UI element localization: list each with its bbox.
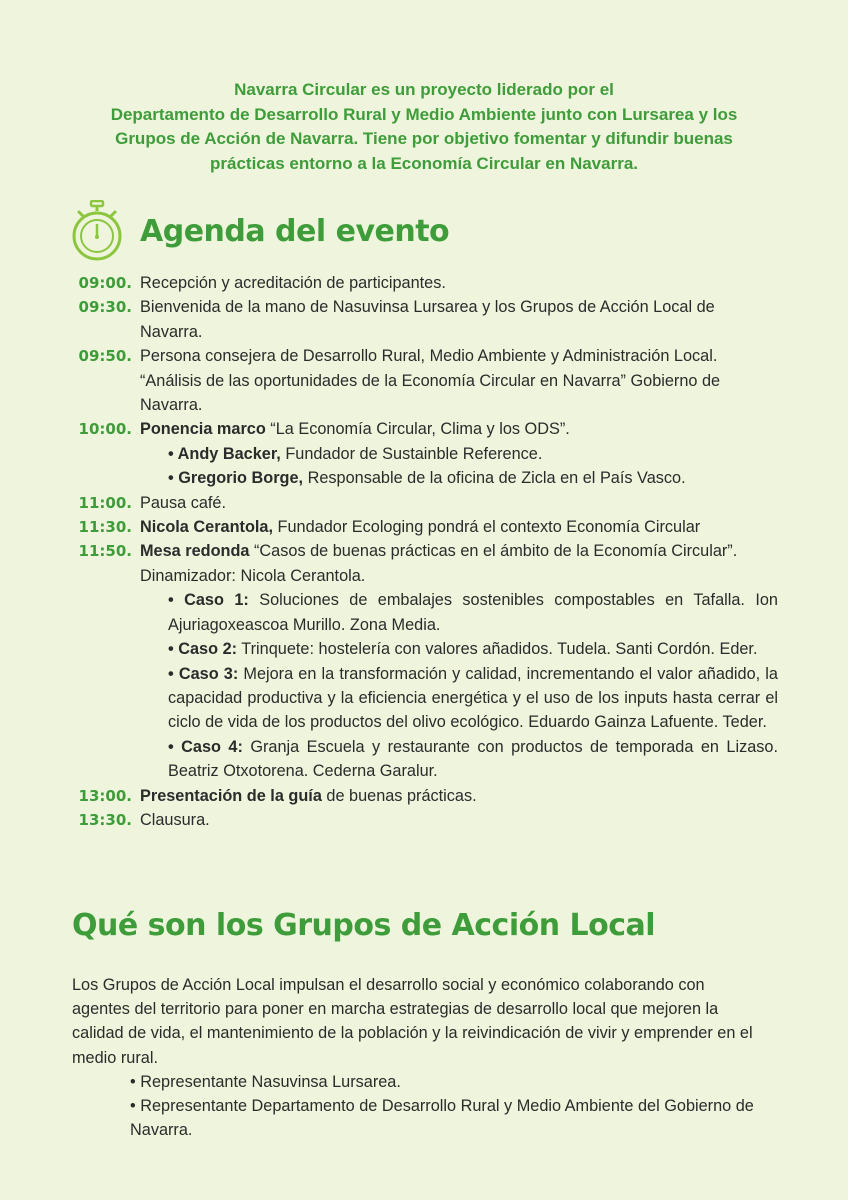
agenda-description: [140, 417, 778, 441]
agenda-time: 10:00.: [78, 420, 132, 439]
agenda-sub-text: Soluciones de embalajes sostenibles compostables en Tafalla. Ion Ajuriagoxeascoa Murillo. Zona Media.: [168, 591, 778, 634]
agenda-sub-item: [140, 466, 778, 490]
agenda-description: [140, 808, 778, 832]
agenda-sub-item: [140, 588, 778, 637]
agenda-row: [72, 539, 778, 588]
agenda-time: 09:30.: [78, 298, 132, 317]
agenda-sub-bold: Caso 2:: [178, 640, 238, 659]
agenda-time: 09:00.: [78, 274, 132, 292]
agenda-bold: Presentación de la guía: [140, 786, 322, 805]
agenda-sub-bold: Caso 1:: [184, 591, 249, 610]
agenda-row: [72, 295, 778, 344]
agenda-text: Recepción y acreditación de participantes.: [140, 274, 446, 292]
agenda-sub-text: Trinquete: hostelería con valores añadidos. Tudela. Santi Cordón. Eder.: [237, 640, 758, 659]
agenda-description: [140, 735, 778, 784]
agenda-description: [140, 588, 778, 637]
agenda-description: [140, 539, 778, 588]
agenda-time: [72, 442, 132, 466]
agenda-time: [72, 588, 132, 637]
intro-text: [60, 78, 788, 176]
agenda-sub-bold: Andy Backer,: [177, 444, 281, 463]
agenda-bold: Ponencia marco: [140, 420, 266, 439]
agenda-sub-bold: Caso 3:: [178, 664, 239, 683]
agenda-sub-bold: Gregorio Borge,: [178, 469, 304, 488]
agenda-time: 09:50.: [78, 347, 132, 366]
list-item: • Representante Nasuvinsa Lursarea.: [130, 1072, 401, 1091]
agenda-description: [140, 295, 778, 344]
agenda-row: [72, 417, 778, 441]
bullet: •: [168, 591, 185, 610]
agenda-sub-item: [140, 662, 778, 735]
agenda-description: [140, 442, 778, 466]
agenda-row: [72, 491, 778, 515]
agenda-text: “Casos de buenas prácticas en el ámbito de la Economía Circular”. Dinamizador: Nicola Cerantola.: [140, 542, 738, 585]
agenda-time: [72, 637, 132, 661]
bullet: •: [168, 664, 179, 683]
agenda-bold: Mesa redonda: [140, 542, 250, 561]
agenda-row: [72, 442, 778, 466]
agenda-description: [140, 271, 778, 295]
agenda-row: [72, 588, 778, 637]
agenda-sub-item: [140, 735, 778, 784]
agenda-row: [72, 637, 778, 661]
agenda-description: [140, 784, 778, 808]
agenda-description: [140, 515, 778, 539]
agenda-bold: Nicola Cerantola,: [140, 518, 274, 537]
agenda-time: 13:30.: [78, 810, 132, 829]
agenda-row: [72, 344, 778, 417]
agenda-row: [72, 271, 778, 295]
bullet: •: [168, 469, 179, 488]
groups-list: [72, 1070, 762, 1143]
stopwatch-icon: [72, 200, 122, 262]
agenda-row: [72, 466, 778, 490]
agenda-time: [72, 662, 132, 735]
agenda-text: Bienvenida de la mano de Nasuvinsa Lursarea y los Grupos de Acción Local de Navarra.: [140, 298, 715, 341]
agenda-sub-bold: Caso 4:: [181, 737, 243, 756]
agenda-row: [72, 515, 778, 539]
agenda-header: [72, 200, 449, 262]
agenda-sub-item: [140, 442, 778, 466]
agenda-row: [72, 735, 778, 784]
agenda-row: [72, 662, 778, 735]
agenda-sub-text: Fundador de Sustainble Reference.: [280, 444, 543, 463]
groups-title: Qué son los Grupos de Acción Local: [72, 908, 656, 943]
groups-paragraph: Los Grupos de Acción Local impulsan el desarrollo social y económico colaborando con agentes del territorio para poner en marcha estrategias de desarrollo local que mejoren la calidad de vida, el mantenimiento de la población y la reivindicación de vivir y emprender en el medio rural.: [72, 976, 753, 1067]
intro-line: prácticas entorno a la Economía Circular en Navarra.: [210, 153, 638, 173]
agenda-title: Agenda del evento: [140, 213, 450, 249]
agenda-time: 11:30.: [78, 518, 132, 537]
agenda-sub-item: [140, 637, 778, 661]
agenda-text: Persona consejera de Desarrollo Rural, Medio Ambiente y Administración Local. “Análisis de las oportunidades de la Economía Circular en Navarra” Gobierno de Navarra.: [140, 347, 721, 415]
agenda-description: [140, 662, 778, 735]
agenda-sub-text: Mejora en la transformación y calidad, incrementando el valor añadido, la capacidad productiva y la eficiencia energética y el uso de los inputs hasta cerrar el ciclo de vida de los productos del olivo ecológico. Eduardo Gainza Lafuente. Teder.: [168, 664, 778, 732]
agenda-time: 13:00.: [78, 786, 132, 805]
agenda-description: [140, 466, 778, 490]
bullet: •: [168, 640, 179, 659]
agenda-row: [72, 808, 778, 832]
agenda-text: de buenas prácticas.: [321, 786, 477, 805]
list-item: • Representante Departamento de Desarrollo Rural y Medio Ambiente del Gobierno de Navarra.: [130, 1097, 754, 1140]
intro-line: Navarra Circular es un proyecto liderado por el: [234, 80, 614, 99]
agenda-description: [140, 637, 778, 661]
agenda-text: “La Economía Circular, Clima y los ODS”.: [265, 420, 570, 439]
intro-line: Departamento de Desarrollo Rural y Medio Ambiente junto con Lursarea y los: [110, 104, 738, 124]
groups-section: [72, 973, 762, 1142]
agenda-row: [72, 784, 778, 808]
intro-line: Grupos de Acción de Navarra. Tiene por objetivo fomentar y difundir buenas: [115, 129, 733, 148]
bullet: •: [168, 737, 182, 756]
agenda-sub-text: Responsable de la oficina de Zicla en el País Vasco.: [303, 469, 686, 488]
agenda-description: [140, 491, 778, 515]
agenda-text: Pausa café.: [140, 493, 226, 512]
agenda-sub-text: Granja Escuela y restaurante con productos de temporada en Lizaso. Beatriz Otxotorena. Cederna Garalur.: [168, 737, 778, 781]
agenda-text: Fundador Ecologing pondrá el contexto Economía Circular: [273, 518, 701, 537]
agenda-description: [140, 344, 778, 417]
agenda-time: [72, 735, 132, 784]
agenda-time: [72, 466, 132, 490]
bullet: •: [168, 444, 178, 463]
agenda-text: Clausura.: [140, 810, 210, 829]
agenda-time: 11:50.: [78, 542, 132, 561]
agenda-time: 11:00.: [78, 493, 132, 512]
agenda-list: [72, 271, 778, 832]
